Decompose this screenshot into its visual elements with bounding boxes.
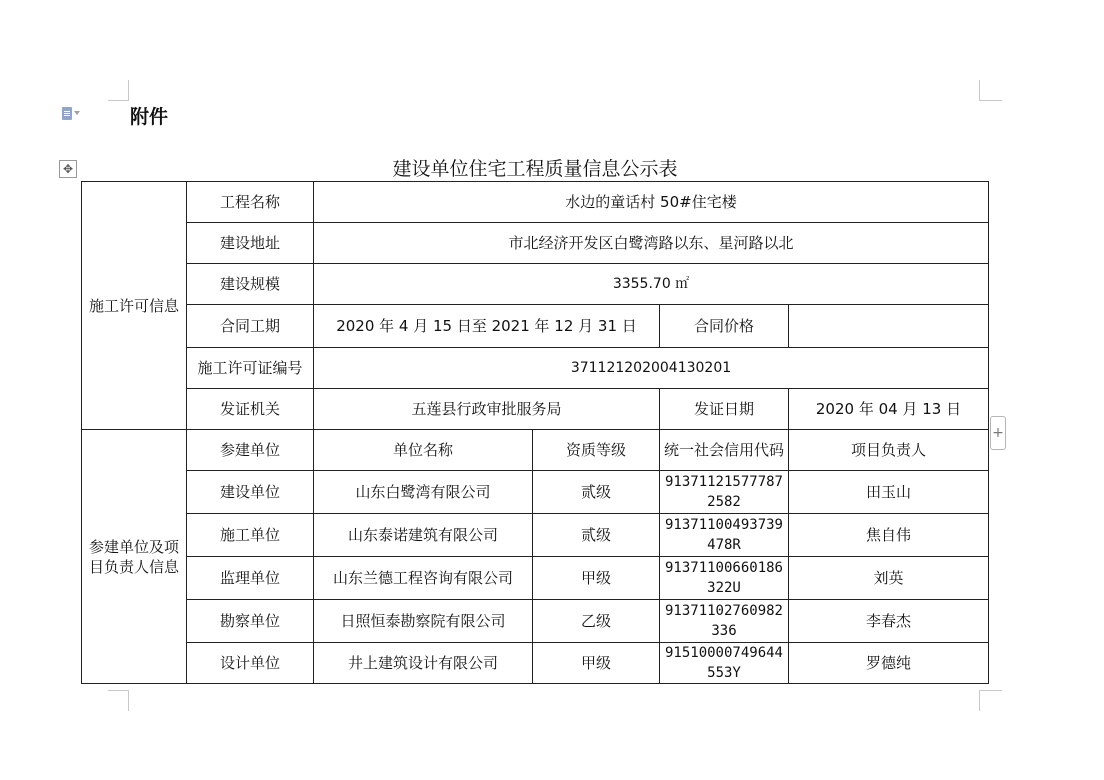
table-row [82, 643, 989, 684]
participants-header-row [82, 430, 989, 471]
leader-cell: 罗德纯 [789, 643, 989, 684]
document-icon[interactable] [62, 105, 84, 121]
table-row-project-name [82, 182, 989, 223]
project-name-label: 工程名称 [187, 182, 314, 223]
document-page-icon [62, 107, 72, 120]
role-cell: 建设单位 [187, 471, 314, 514]
table-row-address [82, 223, 989, 264]
role-cell: 设计单位 [187, 643, 314, 684]
header-name: 单位名称 [314, 430, 533, 471]
chevron-down-icon [74, 111, 80, 115]
price-value [789, 305, 989, 348]
code-cell: 91371100493739478R [660, 514, 789, 557]
table-row-period [82, 305, 989, 348]
project-name-value: 水边的童话村 50#住宅楼 [314, 182, 989, 223]
crop-mark-bottom-left [108, 690, 129, 711]
leader-cell: 田玉山 [789, 471, 989, 514]
leader-cell: 刘英 [789, 557, 989, 600]
issuer-label: 发证机关 [187, 389, 314, 430]
participants-section-label: 参建单位及项目负责人信息 [82, 430, 187, 684]
code-cell: 91510000749644553Y [660, 643, 789, 684]
info-table [81, 181, 989, 684]
table-title: 建设单位住宅工程质量信息公示表 [392, 158, 678, 180]
grade-cell: 贰级 [533, 471, 660, 514]
table-row [82, 471, 989, 514]
grade-cell: 贰级 [533, 514, 660, 557]
table-row [82, 514, 989, 557]
header-role: 参建单位 [187, 430, 314, 471]
grade-cell: 乙级 [533, 600, 660, 643]
name-cell: 山东兰德工程咨询有限公司 [314, 557, 533, 600]
grade-cell: 甲级 [533, 557, 660, 600]
permit-section-label: 施工许可信息 [82, 182, 187, 430]
plus-icon[interactable]: + [990, 416, 1006, 450]
address-value: 市北经济开发区白鹭湾路以东、星河路以北 [314, 223, 989, 264]
issuer-value: 五莲县行政审批服务局 [314, 389, 660, 430]
table-row-issuer [82, 389, 989, 430]
table-row [82, 557, 989, 600]
table-row-permit-no [82, 348, 989, 389]
role-cell: 勘察单位 [187, 600, 314, 643]
table-row [82, 600, 989, 643]
code-cell: 913711215777872582 [660, 471, 789, 514]
leader-cell: 李春杰 [789, 600, 989, 643]
address-label: 建设地址 [187, 223, 314, 264]
code-cell: 91371100660186322U [660, 557, 789, 600]
name-cell: 山东白鹭湾有限公司 [314, 471, 533, 514]
attachment-heading: 附件 [130, 106, 169, 128]
name-cell: 日照恒泰勘察院有限公司 [314, 600, 533, 643]
permit-no-value: 371121202004130201 [314, 348, 989, 389]
grade-cell: 甲级 [533, 643, 660, 684]
code-cell: 91371102760982336 [660, 600, 789, 643]
period-label: 合同工期 [187, 305, 314, 348]
issue-date-value: 2020 年 04 月 13 日 [789, 389, 989, 430]
header-code: 统一社会信用代码 [660, 430, 789, 471]
role-cell: 监理单位 [187, 557, 314, 600]
price-label: 合同价格 [660, 305, 789, 348]
header-grade: 资质等级 [533, 430, 660, 471]
leader-cell: 焦自伟 [789, 514, 989, 557]
header-leader: 项目负责人 [789, 430, 989, 471]
crop-mark-top-right [979, 80, 1002, 101]
scale-label: 建设规模 [187, 264, 314, 305]
role-cell: 施工单位 [187, 514, 314, 557]
name-cell: 井上建筑设计有限公司 [314, 643, 533, 684]
name-cell: 山东泰诺建筑有限公司 [314, 514, 533, 557]
scale-value: 3355.70 ㎡ [314, 264, 989, 305]
permit-no-label: 施工许可证编号 [187, 348, 314, 389]
crop-mark-top-left [108, 80, 129, 101]
move-handle-icon[interactable]: ✥ [59, 160, 77, 178]
issue-date-label: 发证日期 [660, 389, 789, 430]
period-value: 2020 年 4 月 15 日至 2021 年 12 月 31 日 [314, 305, 660, 348]
table-row-scale [82, 264, 989, 305]
crop-mark-bottom-right [979, 690, 1002, 711]
